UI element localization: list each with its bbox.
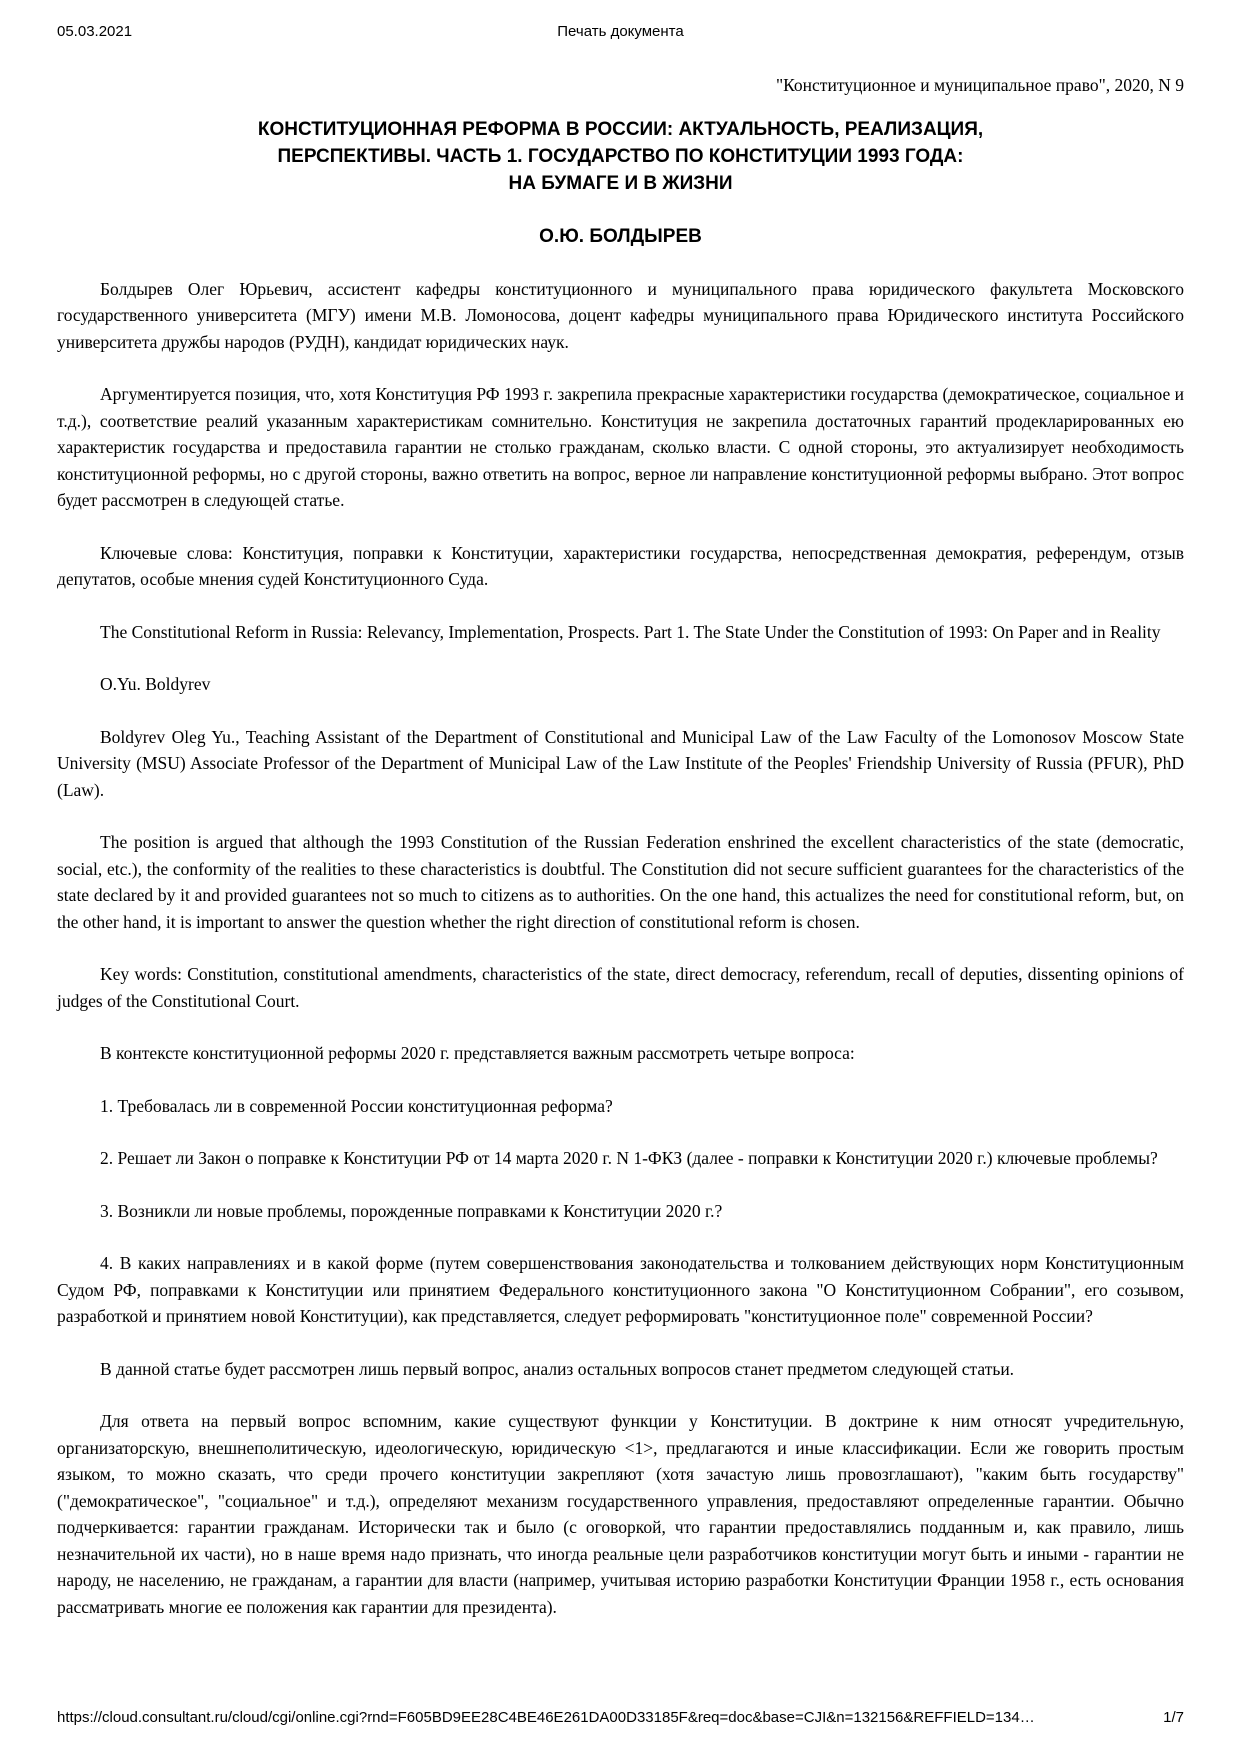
paragraph-functions: Для ответа на первый вопрос вспомним, какие существуют функции у Конституции. В доктрине к ним относят учредительную, организаторскую, внешнеполитическую, идеологическую, юридическую <1>, предлагаются и иные классификации. Если же говорить простым языком, то можно сказать, что среди прочего конституции закрепляют (хотя зачастую лишь провозглашают), "каким быть государству" ("демократическое", "социальное" и т.д.), определяют механизм государственного управления, предоставляют определенные гарантии. Обычно подчеркивается: гарантии гражданам. Исторически так и было (с оговоркой, что гарантии предоставлялись подданным и, как правило, лишь незначительной их части), но в наше время надо признать, что иногда реальные цели разработчиков конституции могут быть и иными - гарантии не народу, не населению, не гражданам, а гарантии для власти (например, учитывая историю разработки Конституции Франции 1958 г., есть основания рассматривать многие ее положения как гарантии для президента). — [57, 1411, 1184, 1617]
paragraph-author-en: O.Yu. Boldyrev — [100, 674, 211, 694]
paragraph-scope: В данной статье будет рассмотрен лишь первый вопрос, анализ остальных вопросов станет предметом следующей статьи. — [100, 1358, 1015, 1379]
print-date: 05.03.2021 — [57, 23, 133, 40]
article-author: О.Ю. БОЛДЫРЕВ — [539, 225, 702, 247]
paragraph-question-4: 4. В каких направлениях и в какой форме (путем совершенствования законодательства и толкованием действующих норм Конституционным Судом РФ, поправками к Конституции или принятием Федерального конституционного закона "О Конституционном Собрании", его созывом, разработкой и принятием новой Конституции), как представляется, следует реформировать "конституционное поле" современной России? — [57, 1253, 1184, 1326]
document-content — [57, 72, 1184, 1620]
print-header — [57, 22, 1184, 42]
paragraph-author-info-ru: Болдырев Олег Юрьевич, ассистент кафедры конституционного и муниципального права юридического факультета Московского государственного университета (МГУ) имени М.В. Ломоносова, доцент кафедры муниципального права Юридического института Российского университета дружбы народов (РУДН), кандидат юридических наук. — [57, 278, 1184, 352]
article-title — [57, 116, 1184, 197]
paragraph-title-en: The Constitutional Reform in Russia: Relevancy, Implementation, Prospects. Part 1. The State Under the Constitution of 1993: On Paper and in Reality — [100, 621, 1161, 642]
paragraph-question-2: 2. Решает ли Закон о поправке к Конституции РФ от 14 марта 2020 г. N 1-ФКЗ (далее - поправки к Конституции 2020 г.) ключевые проблемы? — [100, 1148, 1158, 1168]
footer-url: https://cloud.consultant.ru/cloud/cgi/online.cgi?rnd=F605BD9EE28C4BE46E261DA00D33185F&req=doc&base=CJI&n=132156&REFFIELD=134… — [57, 1709, 1035, 1726]
paragraph-abstract-ru: Аргументируется позиция, что, хотя Конституция РФ 1993 г. закрепила прекрасные характеристики государства (демократическое, социальное и т.д.), соответствие реалий указанным характеристикам сомнительно. Конституция не закрепила достаточных гарантий продекларированных ею характеристик государства и предоставила гарантии не столько гражданам, сколько власти. С одной стороны, это актуализирует необходимость конституционной реформы, но с другой стороны, важно ответить на вопрос, верное ли направление конституционной реформы выбрано. Этот вопрос будет рассмотрен в следующей статье. — [57, 384, 1184, 510]
journal-reference: "Конституционное и муниципальное право", 2020, N 9 — [775, 75, 1184, 95]
article-title-line: ПЕРСПЕКТИВЫ. ЧАСТЬ 1. ГОСУДАРСТВО ПО КОНСТИТУЦИИ 1993 ГОДА: — [277, 145, 964, 167]
paragraph-abstract-en: The position is argued that although the 1993 Constitution of the Russian Federation enshrined the excellent characteristics of the state (democratic, social, etc.), the conformity of the realities to these characteristics is doubtful. The Constitution did not secure sufficient guarantees for the characteristics of the state declared by it and provided guarantees not so much to citizens as to authorities. On the one hand, this actualizes the need for constitutional reform, but, on the other hand, it is important to answer the question whether the right direction of constitutional reform is chosen. — [57, 832, 1184, 932]
paragraph-question-3: 3. Возникли ли новые проблемы, порожденные поправками к Конституции 2020 г.? — [100, 1200, 723, 1221]
paragraph-keywords-en: Key words: Constitution, constitutional amendments, characteristics of the state, direct democracy, referendum, recall of deputies, dissenting opinions of judges of the Constitutional Court. — [57, 964, 1184, 1011]
article-body — [57, 276, 1184, 1621]
paragraph-intro: В контексте конституционной реформы 2020 г. представляется важным рассмотреть четыре вопроса: — [100, 1043, 855, 1063]
article-title-line: НА БУМАГЕ И В ЖИЗНИ — [508, 172, 733, 194]
paragraph-author-info-en: Boldyrev Oleg Yu., Teaching Assistant of the Department of Constitutional and Municipal Law of the Law Faculty of the Lomonosov Moscow State University (MSU) Associate Professor of the Department of Municipal Law of the Law Institute of the Peoples' Friendship University of Russia (PFUR), PhD (Law). — [57, 726, 1184, 800]
print-header-title: Печать документа — [557, 23, 684, 40]
paragraph-question-1: 1. Требовалась ли в современной России конституционная реформа? — [100, 1095, 613, 1116]
print-footer — [0, 1708, 1241, 1727]
paragraph-keywords-ru: Ключевые слова: Конституция, поправки к Конституции, характеристики государства, непосредственная демократия, референдум, отзыв депутатов, особые мнения судей Конституционного Суда. — [57, 542, 1184, 589]
page-indicator: 1/7 — [1163, 1709, 1184, 1726]
article-title-line: КОНСТИТУЦИОННАЯ РЕФОРМА В РОССИИ: АКТУАЛЬНОСТЬ, РЕАЛИЗАЦИЯ, — [257, 118, 984, 140]
